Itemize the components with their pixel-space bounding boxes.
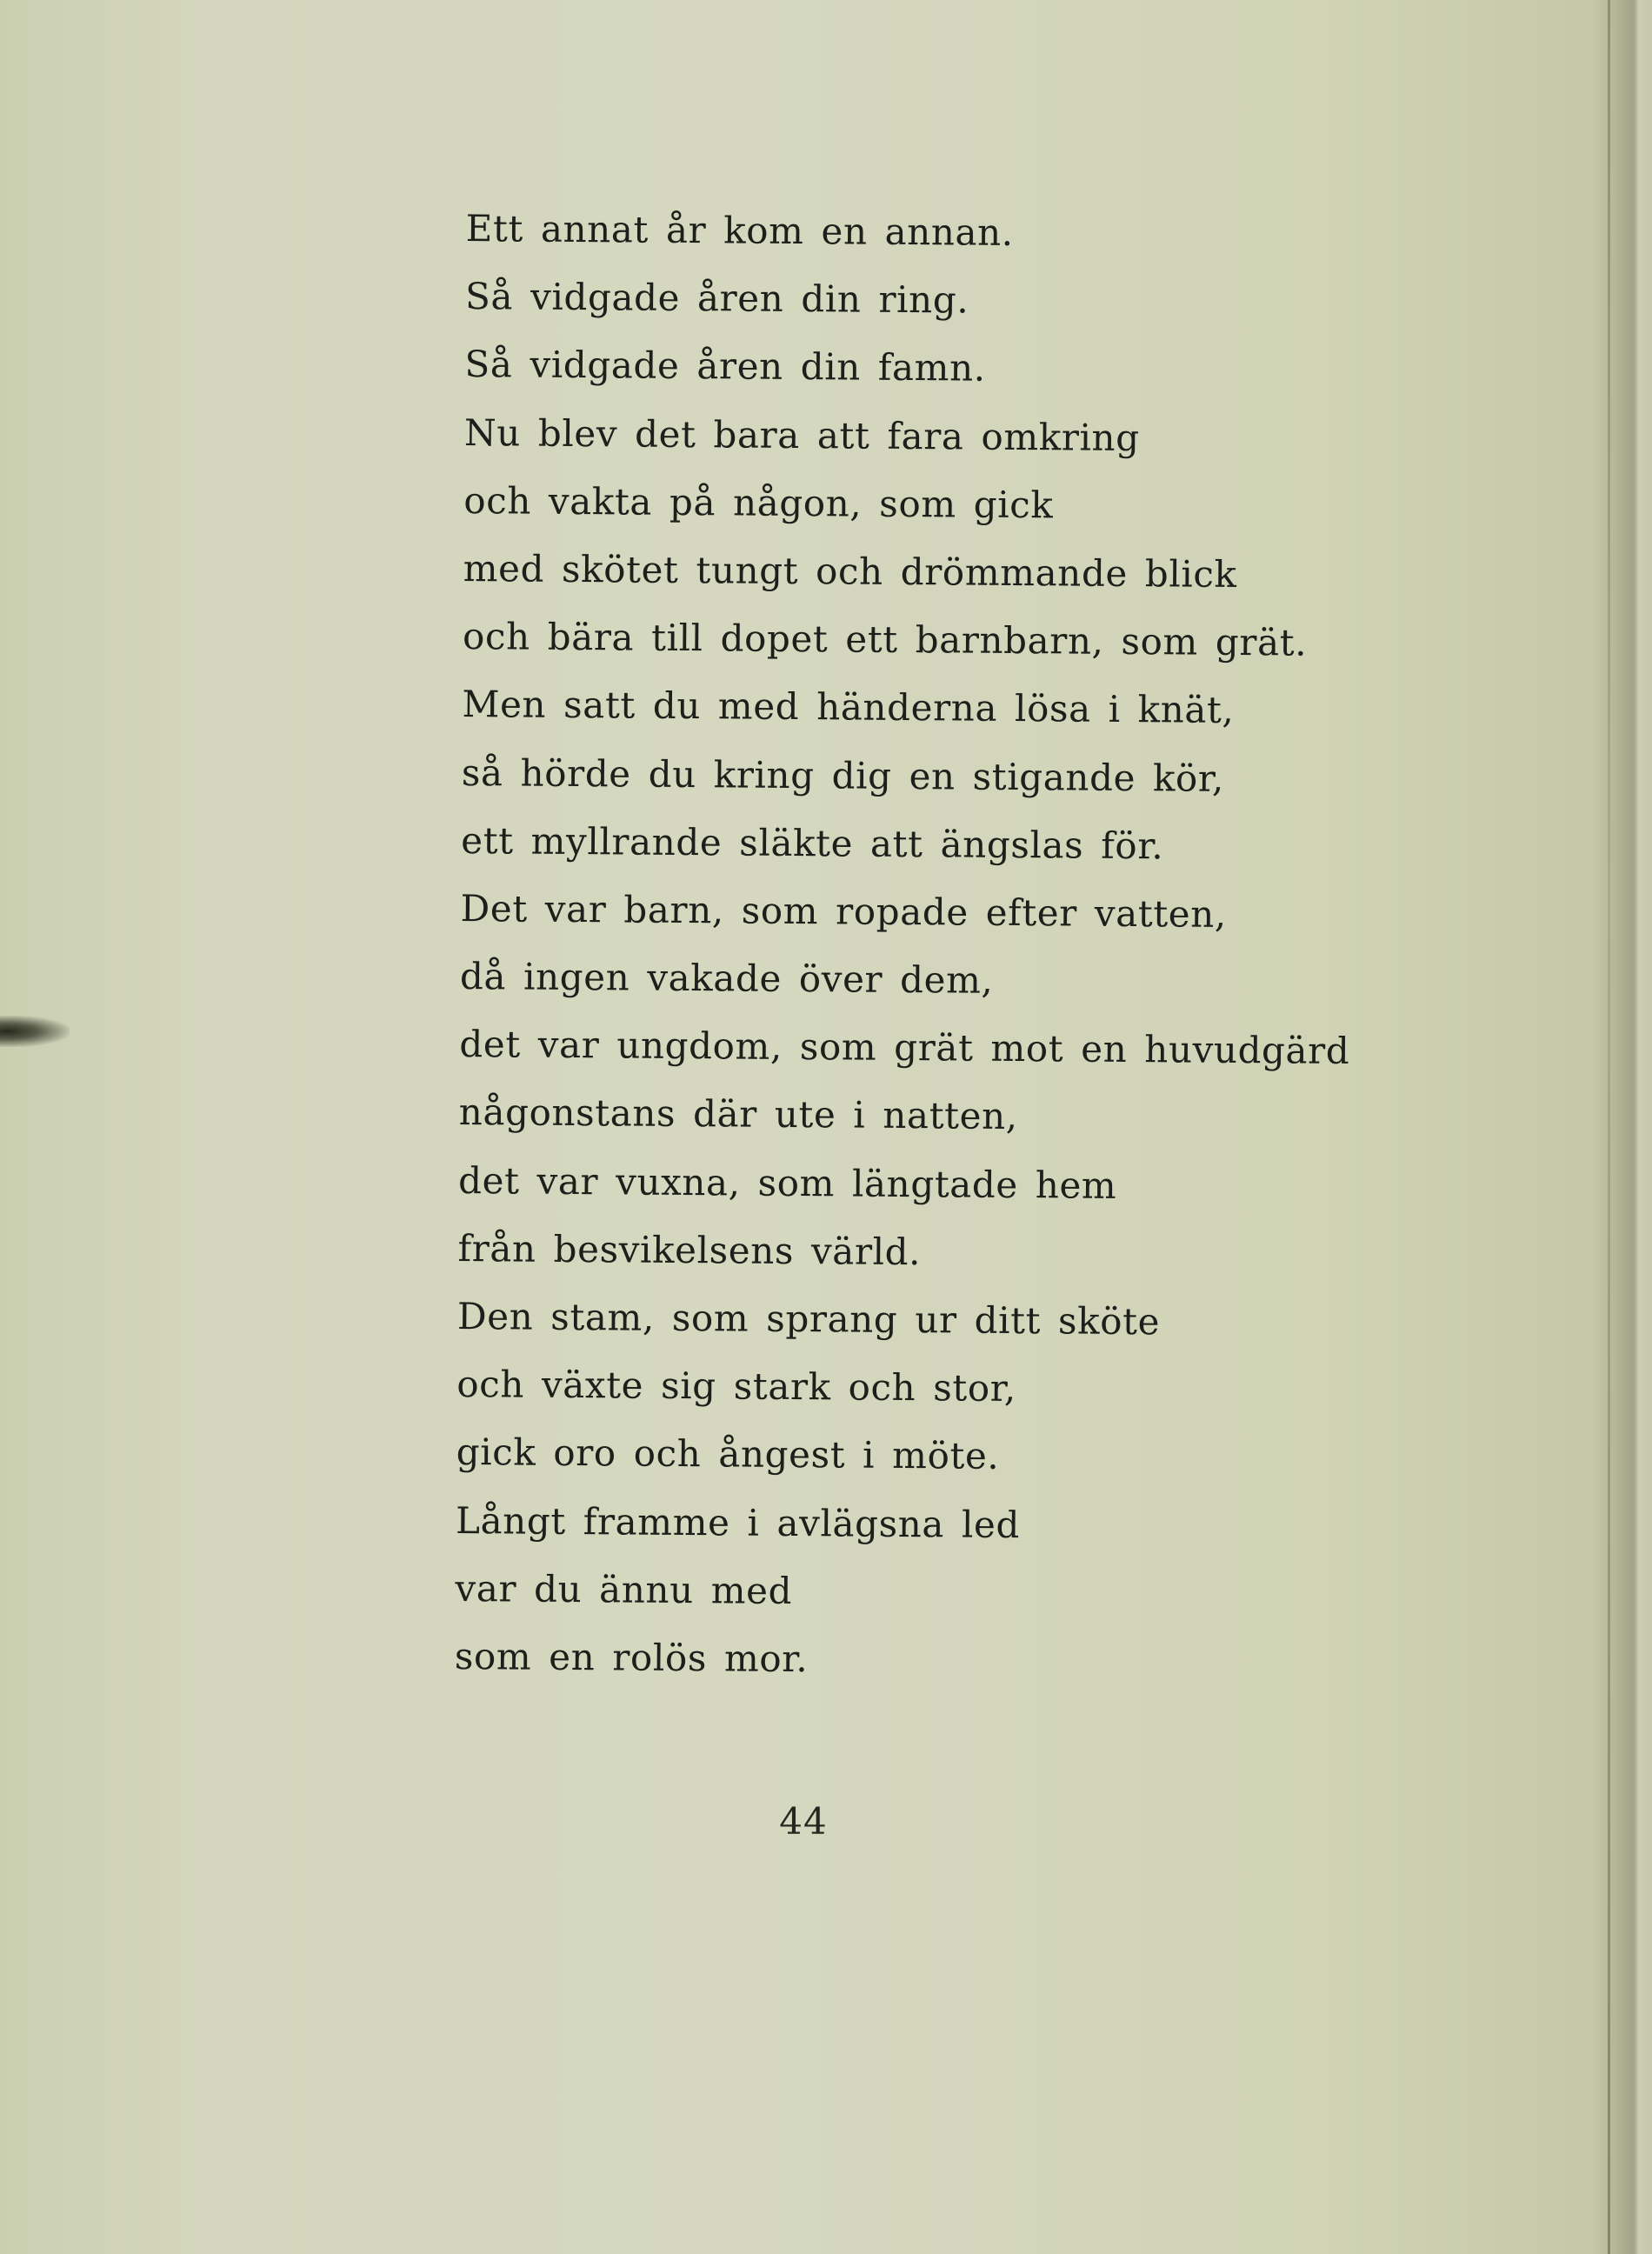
poem-line: då ingen vakade över dem, — [459, 955, 994, 1002]
poem-line: och vakta på någon, som gick — [463, 478, 1054, 527]
poem-line: gick oro och ångest i möte. — [456, 1430, 1000, 1478]
poem-line: var du ännu med — [455, 1566, 793, 1612]
poem-line: Ett annat år kom en annan. — [465, 206, 1014, 254]
poem-line: ett myllrande släkte att ängslas för. — [461, 818, 1164, 868]
poem-line: någonstans där ute i natten, — [458, 1090, 1018, 1138]
page-number: 44 — [779, 1800, 828, 1843]
poem-line: från besvikelsens värld. — [457, 1226, 922, 1273]
poem-line: Så vidgade åren din ring. — [464, 275, 969, 322]
poem-line: Långt framme i avlägsna led — [455, 1498, 1021, 1546]
poem-line: Så vidgade åren din famn. — [464, 343, 986, 390]
poem-line: Men satt du med händerna lösa i knät, — [462, 683, 1235, 732]
poem-line: så hörde du kring dig en stigande kör, — [461, 750, 1225, 800]
poem-line: det var ungdom, som grät mot en huvudgärd — [459, 1023, 1350, 1073]
poem-line: med skötet tungt och drömmande blick — [463, 546, 1237, 596]
poem-line: Den stam, som sprang ur ditt sköte — [456, 1294, 1161, 1344]
poem-line: Nu blev det bara att fara omkring — [463, 410, 1140, 459]
poem-line: som en rolös mor. — [454, 1634, 809, 1681]
binding-mark — [0, 1016, 70, 1047]
page-edge-shadow — [1591, 0, 1652, 2254]
poem-text — [454, 203, 1350, 1706]
poem-line: och växte sig stark och stor, — [456, 1363, 1016, 1410]
poem-line: det var vuxna, som längtade hem — [457, 1158, 1117, 1207]
poem-line: Det var barn, som ropade efter vatten, — [460, 886, 1228, 936]
poem-line: och bära till dopet ett barnbarn, som grät. — [462, 615, 1308, 664]
page-edge-line — [1608, 0, 1610, 2254]
